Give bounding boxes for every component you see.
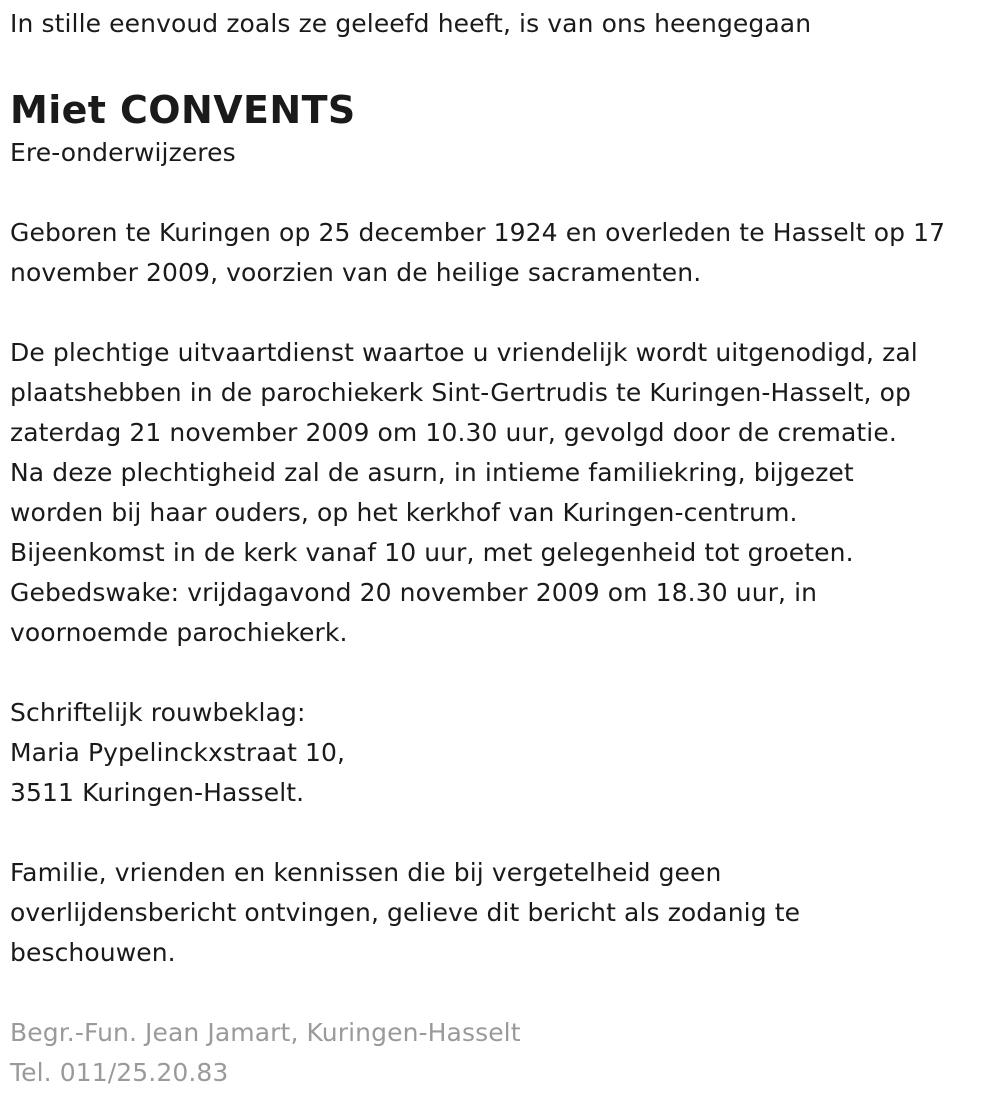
spacer <box>10 293 990 333</box>
spacer <box>10 653 990 693</box>
undertaker-name: Begr.-Fun. Jean Jamart, Kuringen-Hasselt <box>10 1018 521 1047</box>
paragraph-line: Na deze plechtigheid zal de asurn, in intieme familiekring, bijgezet <box>10 458 854 487</box>
birth-death-paragraph <box>10 213 990 293</box>
paragraph-line: worden bij haar ouders, op het kerkhof van Kuringen-centrum. <box>10 498 798 527</box>
condolence-address <box>10 693 990 813</box>
paragraph-line: overlijdensbericht ontvingen, gelieve dit bericht als zodanig te <box>10 898 801 927</box>
paragraph-line: Familie, vrienden en kennissen die bij vergetelheid geen <box>10 858 722 887</box>
funeral-paragraph <box>10 333 990 653</box>
condolence-city: 3511 Kuringen-Hasselt. <box>10 778 305 807</box>
paragraph-line: zaterdag 21 november 2009 om 10.30 uur, gevolgd door de crematie. <box>10 418 897 447</box>
condolence-street: Maria Pypelinckxstraat 10, <box>10 738 346 767</box>
spacer <box>10 173 990 213</box>
obituary-notice <box>10 4 990 1093</box>
paragraph-line: plaatshebben in de parochiekerk Sint-Gertrudis te Kuringen-Hasselt, op <box>10 378 911 407</box>
closing-paragraph <box>10 853 990 973</box>
paragraph-line: beschouwen. <box>10 938 176 967</box>
condolence-label: Schriftelijk rouwbeklag: <box>10 698 306 727</box>
paragraph-line: november 2009, voorzien van de heilige sacramenten. <box>10 258 702 287</box>
paragraph-line: Bijeenkomst in de kerk vanaf 10 uur, met gelegenheid tot groeten. <box>10 538 854 567</box>
spacer <box>10 813 990 853</box>
deceased-title: Ere-onderwijzeres <box>10 138 236 167</box>
deceased-name: Miet CONVENTS <box>10 88 356 132</box>
spacer <box>10 973 990 1013</box>
paragraph-line: Gebedswake: vrijdagavond 20 november 2009 om 18.30 uur, in <box>10 578 818 607</box>
undertaker-info <box>10 1013 990 1093</box>
paragraph-line: Geboren te Kuringen op 25 december 1924 en overleden te Hasselt op 17 <box>10 218 946 247</box>
paragraph-line: voornoemde parochiekerk. <box>10 618 348 647</box>
paragraph-line: De plechtige uitvaartdienst waartoe u vriendelijk wordt uitgenodigd, zal <box>10 338 918 367</box>
undertaker-phone: Tel. 011/25.20.83 <box>10 1058 229 1087</box>
intro-text: In stille eenvoud zoals ze geleefd heeft, is van ons heengegaan <box>10 9 812 38</box>
